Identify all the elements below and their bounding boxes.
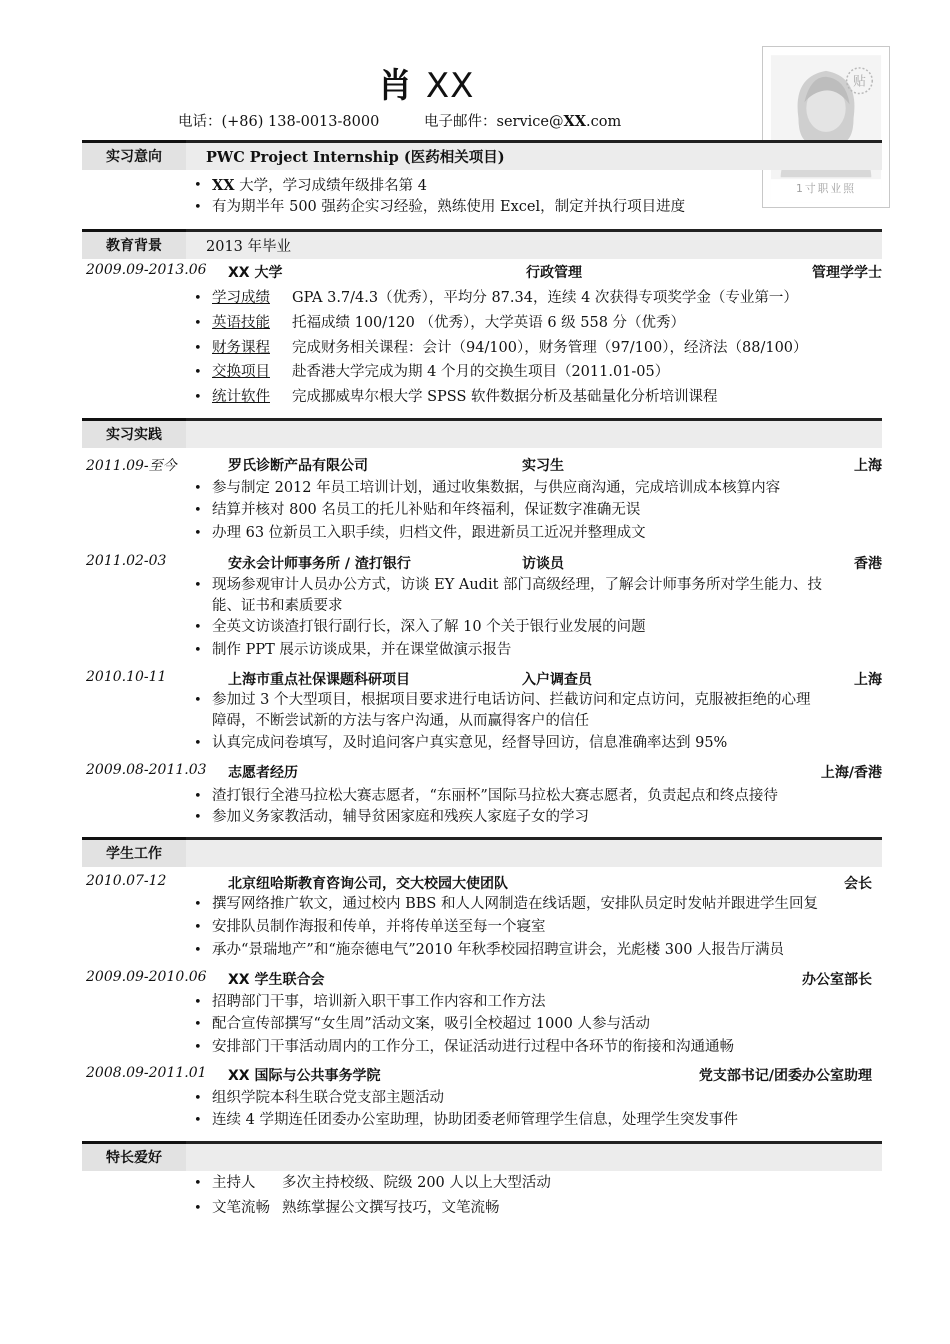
job-date: 2008.09-2011.01 xyxy=(86,1065,207,1081)
email-address xyxy=(424,110,621,131)
student-work-row xyxy=(86,873,872,895)
edu-major: 行政管理 xyxy=(526,265,582,281)
job-location: 上海/香港 xyxy=(820,765,882,781)
list-item: • 现场参观审计人员办公方式，访谈 EY Audit 部门高级经理，了解会计师事务所对学生能力、技 xyxy=(194,575,880,596)
list-item: • 配合宣传部撰写“女生周”活动文案，吸引全校超过 1000 人参与活动 xyxy=(194,1014,880,1035)
education-row xyxy=(86,262,882,284)
student-work-row xyxy=(86,1065,872,1087)
list-item: • 办理 63 位新员工入职手续，归档文件，跟进新员工近况并整理成文 xyxy=(194,523,880,544)
list-item xyxy=(194,1198,880,1219)
section-student-work xyxy=(82,837,882,867)
item-value: GPA 3.7/4.3（优秀），平均分 87.34，连续 4 次获得专项奖学金（专业第一） xyxy=(292,290,798,306)
intent-position: PWC Project Internship (医药相关项目) xyxy=(206,149,505,166)
list-item: • 撰写网络推广软文，通过校内 BBS 和人人网制造在线话题，安排队员定时发帖并跟进学生回复 xyxy=(194,894,880,915)
name-given: XX xyxy=(425,66,475,106)
job-org: 上海市重点社保课题科研项目 xyxy=(228,672,410,688)
section-education xyxy=(82,229,882,259)
list-item: • 认真完成问卷填写，及时追问客户真实意见，经督导回访，信息准确率达到 95% xyxy=(194,733,880,754)
list-item: • 有为期半年 500 强药企实习经验，熟练使用 Excel，制定并执行项目进度 xyxy=(194,197,880,218)
job-org: 安永会计师事务所 / 渣打银行 xyxy=(228,556,411,572)
section-hobbies xyxy=(82,1141,882,1171)
intent-school-bold: XX xyxy=(212,177,235,194)
email-prefix: 电子邮件：service@ xyxy=(424,114,564,130)
section-title: 特长爱好 xyxy=(106,1150,162,1166)
practice-row xyxy=(86,553,882,575)
list-item-continuation xyxy=(194,711,880,732)
list-item: • 制作 PPT 展示访谈成果，并在课堂做演示报告 xyxy=(194,640,880,661)
job-title: 党支部书记/团委办公室助理 xyxy=(698,1068,872,1084)
list-item: • 组织学院本科生联合党支部主题活动 xyxy=(194,1088,880,1109)
list-item: • 参加过 3 个大型项目，根据项目要求进行电话访问、拦截访问和定点访问，克服被拒绝的心理 xyxy=(194,690,880,711)
item-value: 赴香港大学完成为期 4 个月的交换生项目（2011.01-05） xyxy=(292,364,670,380)
item-key: 财务课程 xyxy=(212,340,270,356)
job-org: 志愿者经历 xyxy=(228,765,298,781)
job-date: 2009.08-2011.03 xyxy=(86,762,207,778)
list-item: • 结算并核对 800 名员工的托儿补贴和年终福利，保证数字准确无误 xyxy=(194,500,880,521)
job-role: 入户调查员 xyxy=(522,672,592,688)
continuation-text: 能、证书和素质要求 xyxy=(212,598,343,614)
practice-row xyxy=(86,762,882,784)
email-suffix: .com xyxy=(586,114,622,130)
intent-bullet-text: 大学，学习成绩年级排名第 4 xyxy=(234,178,427,194)
job-location: 上海 xyxy=(854,672,882,688)
list-item xyxy=(194,362,880,383)
list-item: • 参与制定 2012 年员工培训计划，通过收集数据，与供应商沟通，完成培训成本核算内容 xyxy=(194,478,880,499)
item-value: 熟练掌握公文撰写技巧，文笔流畅 xyxy=(282,1200,500,1216)
job-org: 罗氏诊断产品有限公司 xyxy=(228,458,368,474)
job-role: 访谈员 xyxy=(522,556,564,572)
job-location: 上海 xyxy=(854,458,882,474)
list-item xyxy=(194,387,880,408)
photo-caption: 1寸职业照 xyxy=(796,181,856,195)
item-key: 学习成绩 xyxy=(212,290,270,306)
list-item-continuation xyxy=(194,596,880,617)
list-item: • 承办“景瑞地产”和“施奈德电气”2010 年秋季校园招聘宣讲会，光彪楼 300 人报告厅满员 xyxy=(194,940,880,961)
job-title: 会长 xyxy=(844,876,872,892)
list-item xyxy=(194,313,880,334)
job-date: 2010.10-11 xyxy=(86,669,167,685)
job-org: XX 学生联合会 xyxy=(228,972,325,988)
candidate-name xyxy=(378,58,474,107)
job-date: 2011.02-03 xyxy=(86,553,167,569)
item-key: 英语技能 xyxy=(212,315,270,331)
list-item xyxy=(194,288,880,309)
section-internship-intent xyxy=(82,140,882,170)
section-title: 教育背景 xyxy=(106,238,162,254)
item-value: 多次主持校级、院级 200 人以上大型活动 xyxy=(282,1175,551,1191)
list-item: • 参加义务家教活动，辅导贫困家庭和残疾人家庭子女的学习 xyxy=(194,807,880,828)
section-title: 实习实践 xyxy=(106,427,162,443)
list-item: • 渣打银行全港马拉松大赛志愿者，“东丽杯”国际马拉松大赛志愿者，负责起点和终点接待 xyxy=(194,786,880,807)
item-key: 主持人 xyxy=(212,1175,256,1191)
job-date: 2009.09-2010.06 xyxy=(86,969,207,985)
item-key: 文笔流畅 xyxy=(212,1200,270,1216)
job-title: 办公室部长 xyxy=(802,972,872,988)
practice-row xyxy=(86,669,882,691)
item-value: 托福成绩 100/120 （优秀），大学英语 6 级 558 分（优秀） xyxy=(292,315,686,331)
list-item: • 连续 4 学期连任团委办公室助理，协助团委老师管理学生信息，处理学生突发事件 xyxy=(194,1110,880,1131)
graduation-year: 2013 年毕业 xyxy=(206,239,292,255)
photo-stamp: 贴 xyxy=(853,74,866,90)
edu-date: 2009.09-2013.06 xyxy=(86,262,207,278)
item-key: 交换项目 xyxy=(212,364,270,380)
section-title: 学生工作 xyxy=(106,846,162,862)
practice-row xyxy=(86,455,882,477)
item-value: 完成挪威卑尔根大学 SPSS 软件数据分析及基础量化分析培训课程 xyxy=(292,389,718,405)
list-item xyxy=(194,338,880,359)
list-item: • 全英文访谈渣打银行副行长，深入了解 10 个关于银行业发展的问题 xyxy=(194,617,880,638)
job-role: 实习生 xyxy=(522,458,564,474)
item-key: 统计软件 xyxy=(212,389,270,405)
section-title: 实习意向 xyxy=(106,149,162,165)
job-org: XX 国际与公共事务学院 xyxy=(228,1068,381,1084)
edu-degree: 管理学学士 xyxy=(812,265,882,281)
continuation-text: 障碍，不断尝试新的方法与客户沟通，从而赢得客户的信任 xyxy=(212,713,589,729)
list-item: • 招聘部门干事，培训新入职干事工作内容和工作方法 xyxy=(194,992,880,1013)
job-location: 香港 xyxy=(854,556,882,572)
edu-school: XX 大学 xyxy=(228,265,283,281)
email-domain: XX xyxy=(563,113,586,130)
job-date: 2011.09-至今 xyxy=(86,458,177,474)
list-item: • 安排部门干事活动周内的工作分工，保证活动进行过程中各环节的衔接和沟通通畅 xyxy=(194,1037,880,1058)
name-surname: 肖 xyxy=(378,66,413,106)
list-item: • 安排队员制作海报和传单，并将传单送至每一个寝室 xyxy=(194,917,880,938)
section-practice xyxy=(82,418,882,448)
phone-number: 电话：(+86) 138-0013-8000 xyxy=(178,114,380,130)
list-item xyxy=(194,175,880,197)
item-value: 完成财务相关课程：会计（94/100），财务管理（97/100），经济法（88/100） xyxy=(292,340,808,356)
job-org: 北京纽哈斯教育咨询公司，交大校园大使团队 xyxy=(228,876,508,892)
student-work-row xyxy=(86,969,872,991)
job-date: 2010.07-12 xyxy=(86,873,167,889)
list-item xyxy=(194,1173,880,1194)
